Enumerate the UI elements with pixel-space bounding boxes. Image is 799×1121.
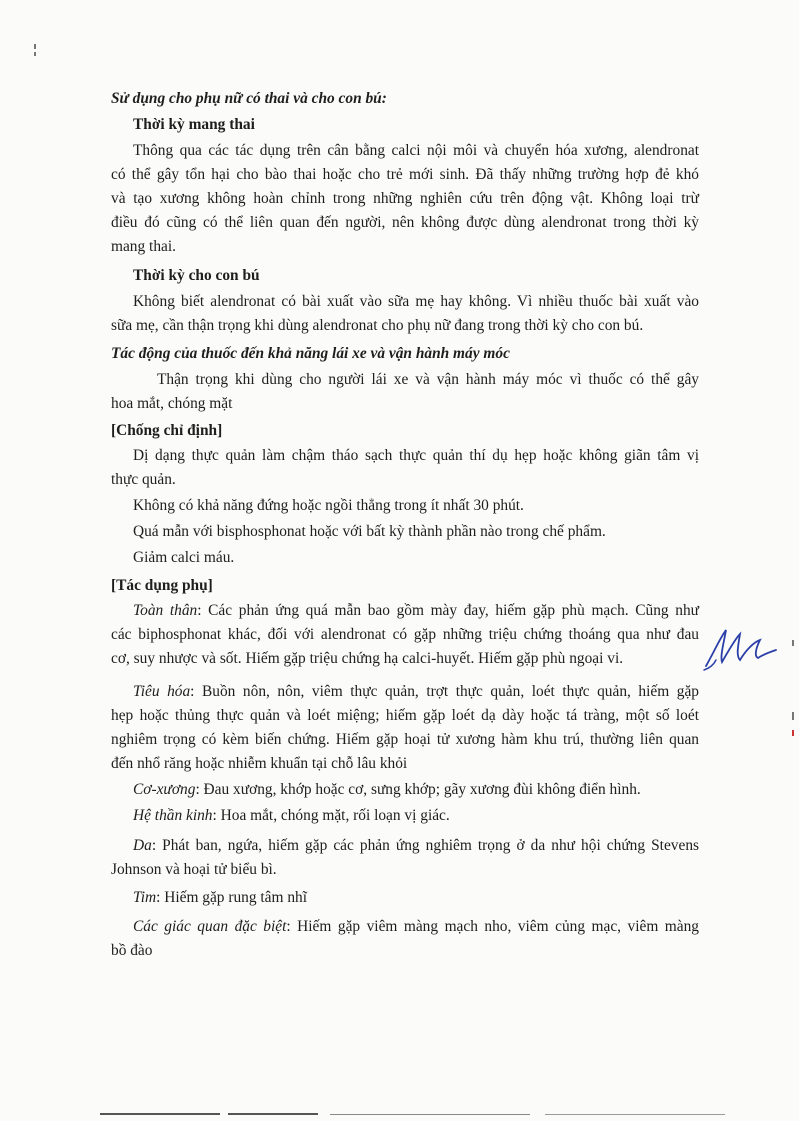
scan-mark — [34, 44, 36, 49]
side-effect-nervous-line: Hệ thần kinh: Hoa mắt, chóng mặt, rối loạn vị giác. — [133, 807, 450, 824]
scan-mark — [792, 730, 794, 736]
driving-heading: Tác động của thuốc đến khả năng lái xe và vận hành máy móc — [111, 345, 510, 362]
side-effect-label: Cơ-xương — [133, 781, 196, 798]
lactation-subheading: Thời kỳ cho con bú — [133, 267, 260, 284]
pregnancy-text-line: có thể gây tổn hại cho bào thai hoặc cho trẻ mới sinh. Đã thấy những trường hợp đẻ khó — [111, 166, 699, 183]
scan-mark — [792, 712, 794, 720]
side-effect-general-line: cơ, suy nhược và sốt. Hiếm gặp triệu chứng hạ calci-huyết. Hiếm gặp phù ngoại vi. — [111, 650, 624, 667]
pregnancy-lactation-heading: Sử dụng cho phụ nữ có thai và cho con bú: — [111, 90, 387, 107]
contraindications-heading: [Chống chỉ định] — [111, 422, 223, 439]
side-effect-skin-line: Johnson và hoại tử biểu bì. — [111, 861, 277, 878]
side-effect-general-line: các biphosphonat khác, đối với alendronat có gặp những triệu chứng thoáng qua như đau — [111, 626, 699, 643]
side-effect-special-senses-line: Các giác quan đặc biệt: Hiếm gặp viêm màng mạch nho, viêm củng mạc, viêm màng — [133, 918, 699, 935]
pregnancy-text-line: mang thai. — [111, 238, 176, 255]
side-effect-digestive-line: Tiêu hóa: Buồn nôn, nôn, viêm thực quản, trợt thực quản, loét thực quản, hiếm gặp — [133, 683, 699, 700]
scan-mark — [792, 640, 794, 646]
contraindication-item: Giảm calci máu. — [133, 549, 235, 566]
contraindication-item: Dị dạng thực quản làm chậm tháo sạch thực quản thí dụ hẹp hoặc không giãn tâm vị — [133, 447, 699, 464]
side-effect-digestive-line: hẹp hoặc thủng thực quản và loét miệng; hiếm gặp loét dạ dày hoặc tá tràng, một số loét — [111, 707, 699, 724]
side-effect-heart-line: Tim: Hiếm gặp rung tâm nhĩ — [133, 889, 307, 906]
side-effects-heading: [Tác dụng phụ] — [111, 577, 213, 594]
lactation-text-line: Không biết alendronat có bài xuất vào sữa mẹ hay không. Vì nhiều thuốc bài xuất vào — [133, 293, 699, 310]
side-effect-label: Da — [133, 837, 152, 854]
side-effect-label: Tim — [133, 889, 157, 906]
contraindication-item: Quá mẫn với bisphosphonat hoặc với bất kỳ thành phần nào trong chế phẩm. — [133, 523, 606, 540]
scan-border-line — [545, 1114, 725, 1115]
pregnancy-text-line: điều đó cũng có thể liên quan đến người, nên không được dùng alendronat trong thời kỳ — [111, 214, 699, 231]
side-effect-label: Hệ thần kinh — [133, 807, 213, 824]
pregnancy-subheading: Thời kỳ mang thai — [133, 116, 255, 133]
scan-border-line — [330, 1114, 530, 1115]
side-effect-label: Tiêu hóa — [133, 683, 191, 700]
pregnancy-text-line: và tạo xương không hoàn chỉnh trong những nghiên cứu trên động vật. Không loại trừ — [111, 190, 699, 207]
side-effect-musculoskeletal-line: Cơ-xương: Đau xương, khớp hoặc cơ, sưng khớp; gãy xương đùi không điển hình. — [133, 781, 641, 798]
side-effect-label: Các giác quan đặc biệt — [133, 918, 287, 935]
scan-border-line — [100, 1113, 220, 1115]
contraindication-item: thực quản. — [111, 471, 176, 488]
scan-border-line — [228, 1113, 318, 1115]
side-effect-digestive-line: nghiêm trọng có kèm biến chứng. Hiếm gặp hoại tử xương hàm khu trú, thường liên quan — [111, 731, 699, 748]
side-effect-digestive-line: đến nhổ răng hoặc nhiễm khuẩn tại chỗ lâu khỏi — [111, 755, 408, 772]
side-effect-skin-line: Da: Phát ban, ngứa, hiếm gặp các phản ứng nghiêm trọng ở da như hội chứng Stevens — [133, 837, 699, 854]
scan-mark — [34, 52, 36, 56]
driving-text-line: hoa mắt, chóng mặt — [111, 395, 233, 412]
side-effect-special-senses-line: bồ đào — [111, 942, 153, 959]
side-effect-label: Toàn thân — [133, 602, 198, 619]
pregnancy-text-line: Thông qua các tác dụng trên cân bằng calci nội môi và chuyển hóa xương, alendronat — [133, 142, 699, 159]
driving-text-line: Thận trọng khi dùng cho người lái xe và vận hành máy móc vì thuốc có thể gây — [157, 371, 699, 388]
side-effect-general-line: Toàn thân: Các phản ứng quá mẫn bao gồm mày đay, hiếm gặp phù mạch. Cũng như — [133, 602, 699, 619]
lactation-text-line: sữa mẹ, cần thận trọng khi dùng alendronat cho phụ nữ đang trong thời kỳ cho con bú. — [111, 317, 644, 334]
contraindication-item: Không có khả năng đứng hoặc ngồi thẳng trong ít nhất 30 phút. — [133, 497, 524, 514]
signature-icon — [700, 612, 790, 672]
